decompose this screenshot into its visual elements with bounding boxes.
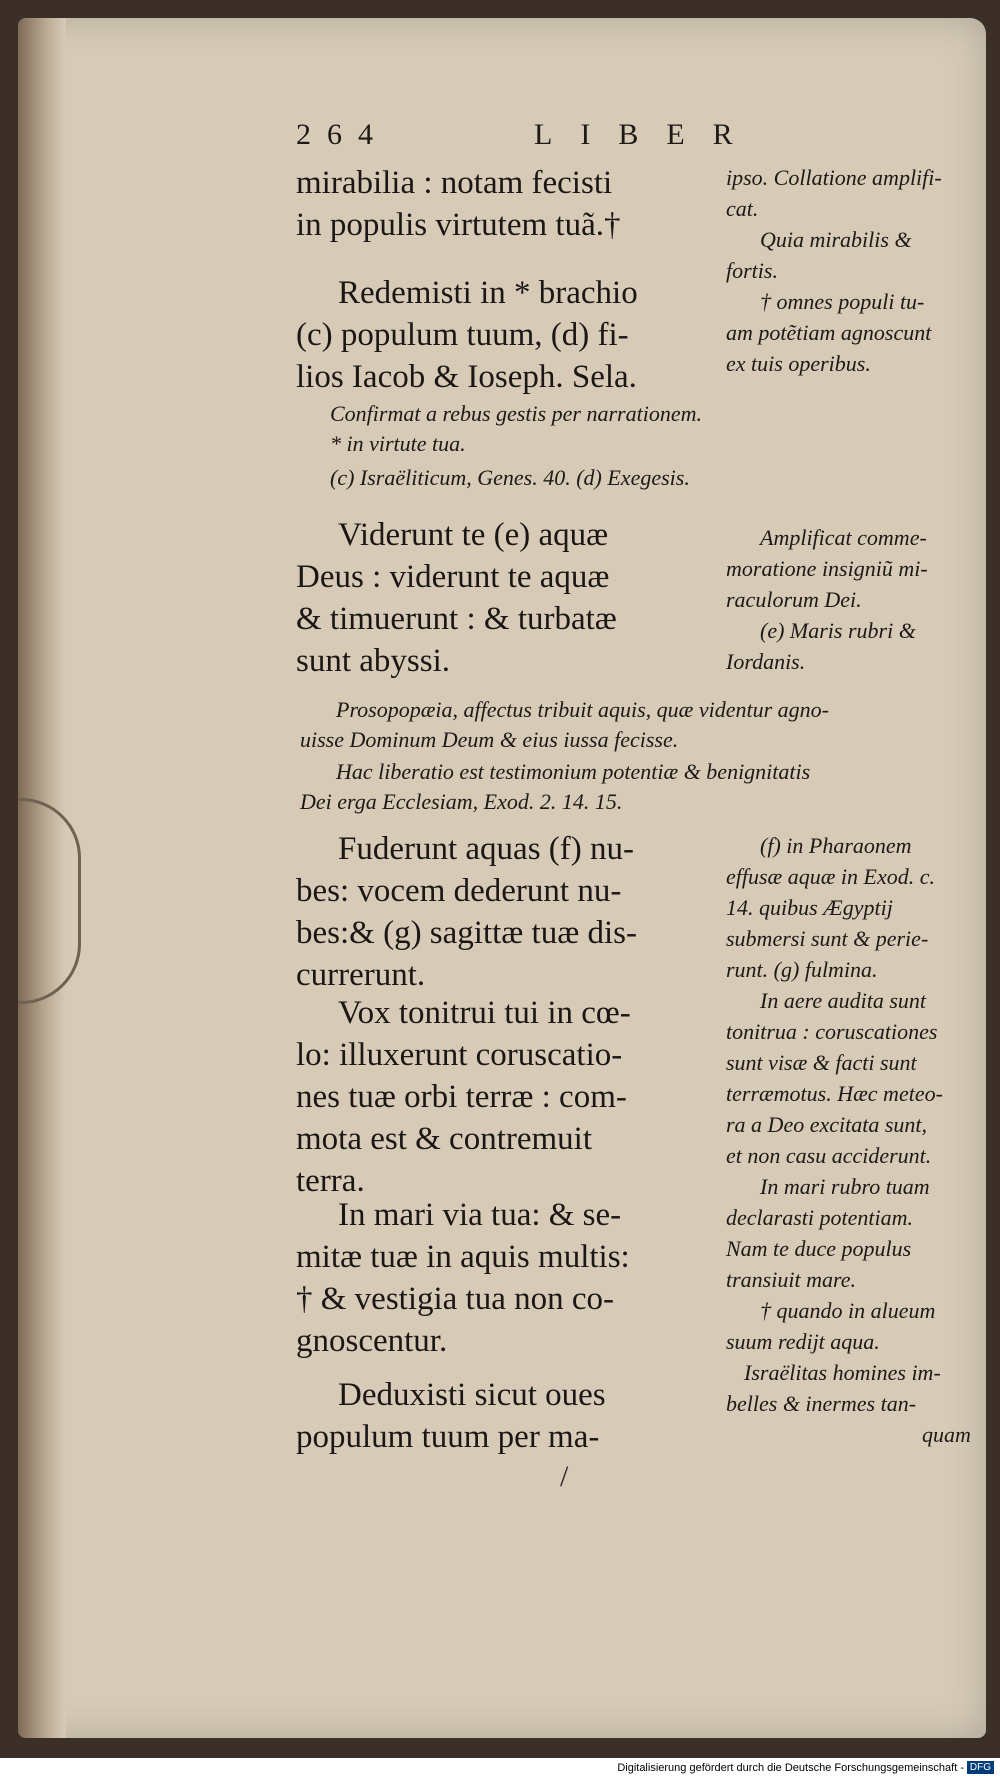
main-line: terra. <box>296 1163 365 1199</box>
main-block-2 <box>296 272 701 398</box>
side-line: tonitrua : coruscationes <box>726 1019 938 1044</box>
note-line: uisse Dominum Deum & eius iussa fecisse. <box>300 727 679 752</box>
side-line: Iordanis. <box>726 649 806 674</box>
main-line: mirabilia : notam fecisti <box>296 165 613 201</box>
main-line: † & vestigia tua non co- <box>296 1281 615 1317</box>
main-line: Fuderunt aquas (f) nu- <box>338 831 635 867</box>
main-line: lios Iacob & Ioseph. Sela. <box>296 359 637 395</box>
main-line: bes:& (g) sagittæ tuæ dis- <box>296 915 637 951</box>
main-block-4 <box>296 828 701 996</box>
main-line: in populis virtutem tuã.† <box>296 207 621 243</box>
side-line: moratione insigniũ mi- <box>726 556 928 581</box>
main-line: gnoscentur. <box>296 1323 448 1359</box>
main-line: & timuerunt : & turbatæ <box>296 601 617 637</box>
footer-credit: Digitalisierung gefördert durch die Deutsche Forschungsgemeinschaft - <box>617 1762 964 1774</box>
main-line: nes tuæ orbi terræ : com- <box>296 1079 627 1115</box>
side-line: Nam te duce populus <box>726 1236 912 1261</box>
side-line: Amplificat comme- <box>760 525 927 550</box>
side-line: Israëlitas homines im- <box>744 1360 941 1385</box>
side-line: † omnes populi tu- <box>760 289 925 314</box>
page-number: 264 <box>296 118 389 151</box>
side-line: † quando in alueum <box>760 1298 936 1323</box>
side-line: suum redijt aqua. <box>726 1329 880 1354</box>
side-line: In mari rubro tuam <box>760 1174 930 1199</box>
side-line: et non casu acciderunt. <box>726 1143 932 1168</box>
main-line: (c) populum tuum, (d) fi- <box>296 317 629 353</box>
side-line: (f) in Pharaonem <box>760 833 912 858</box>
side-line: Quia mirabilis & <box>760 227 912 252</box>
main-block-3 <box>296 514 701 682</box>
side-line: effusæ aquæ in Exod. c. <box>726 864 935 889</box>
main-line: currerunt. <box>296 957 426 993</box>
main-line: Viderunt te (e) aquæ <box>338 517 609 553</box>
main-line: bes: vocem dederunt nu- <box>296 873 622 909</box>
main-line: populum tuum per ma- <box>296 1419 600 1455</box>
clasp-mark <box>18 798 81 1004</box>
side-line: ipso. Collatione amplifi- <box>726 165 942 190</box>
side-line: 14. quibus Ægyptij <box>726 895 893 920</box>
side-line: belles & inermes tan- <box>726 1391 917 1416</box>
main-line: mitæ tuæ in aquis multis: <box>296 1239 630 1275</box>
side-block-2 <box>726 522 976 677</box>
main-line: Vox tonitrui tui in cœ- <box>338 995 631 1031</box>
side-line: ex tuis operibus. <box>726 351 871 376</box>
main-line: Deus : viderunt te aquæ <box>296 559 610 595</box>
side-line: (e) Maris rubri & <box>760 618 916 643</box>
main-line: Deduxisti sicut oues <box>338 1377 606 1413</box>
main-line: Redemisti in * brachio <box>338 275 638 311</box>
main-line: lo: illuxerunt coruscatio- <box>296 1037 623 1073</box>
note-line: (c) Israëliticum, Genes. 40. (d) Exegesis. <box>330 465 690 490</box>
note-line: Prosopopæia, affectus tribuit aquis, quæ videntur agno- <box>336 697 829 722</box>
side-line: terræmotus. Hæc meteo- <box>726 1081 943 1106</box>
running-title: LIBER <box>534 118 761 151</box>
side-line: submersi sunt & perie- <box>726 926 929 951</box>
side-line: transiuit mare. <box>726 1267 856 1292</box>
note-line: Dei erga Ecclesiam, Exod. 2. 14. 15. <box>300 789 623 814</box>
main-block-5 <box>296 992 701 1202</box>
side-line: sunt visæ & facti sunt <box>726 1050 917 1075</box>
side-line: runt. (g) fulmina. <box>726 957 878 982</box>
side-block-3 <box>726 830 976 1450</box>
main-block-6 <box>296 1194 701 1362</box>
dfg-logo: DFG <box>967 1761 994 1774</box>
side-line: In aere audita sunt <box>760 988 926 1013</box>
side-line: ra a Deo excitata sunt, <box>726 1112 928 1137</box>
note-line: Hac liberatio est testimonium potentiæ & benignitatis <box>336 759 811 784</box>
side-line: am potẽtiam agnoscunt <box>726 320 932 345</box>
main-line: mota est & contremuit <box>296 1121 593 1157</box>
side-line: cat. <box>726 196 759 221</box>
main-block-7 <box>296 1374 701 1458</box>
note-line: * in virtute tua. <box>330 431 466 456</box>
main-line: sunt abyssi. <box>296 643 451 679</box>
stray-mark: / <box>560 1460 569 1493</box>
side-line: raculorum Dei. <box>726 587 862 612</box>
side-line: declarasti potentiam. <box>726 1205 913 1230</box>
side-line: quam <box>922 1422 971 1447</box>
note-line: Confirmat a rebus gestis per narrationem. <box>330 401 702 426</box>
side-line: fortis. <box>726 258 778 283</box>
main-block-1 <box>296 162 701 246</box>
main-line: In mari via tua: & se- <box>338 1197 622 1233</box>
side-block-1 <box>726 162 976 379</box>
